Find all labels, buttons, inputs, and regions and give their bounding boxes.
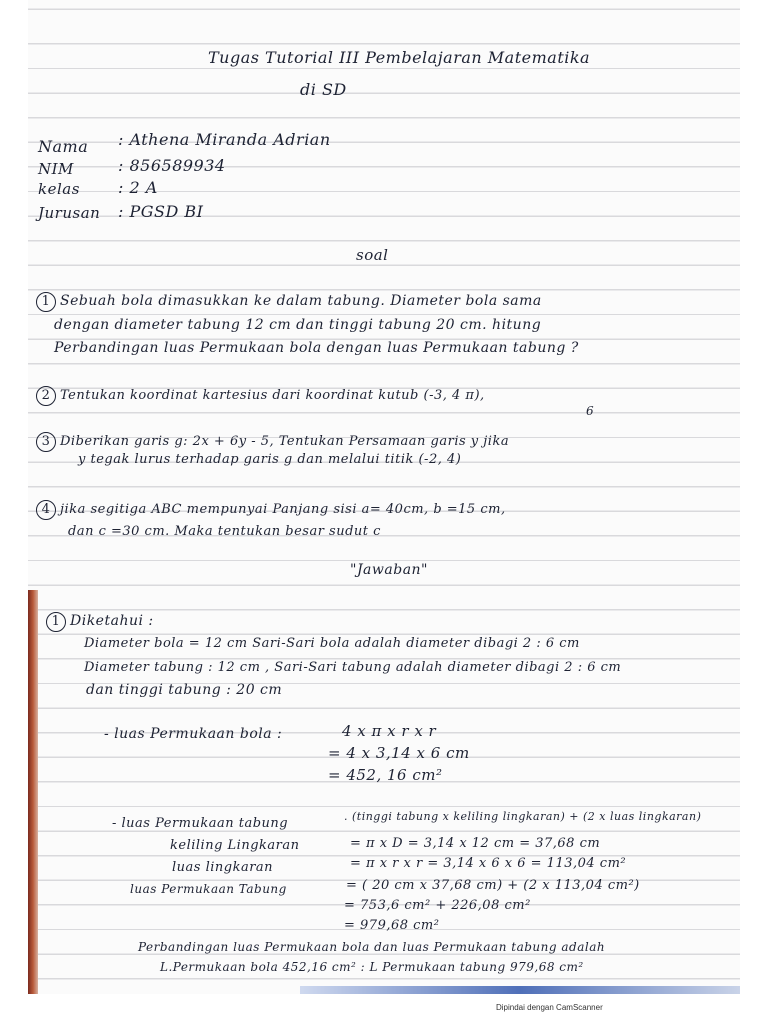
lp-tabung-step-2: = 753,6 cm² + 226,08 cm² (344, 898, 531, 913)
conclusion-line-2: L.Permukaan bola 452,16 cm² : L Permukaan tabung 979,68 cm² (160, 960, 584, 974)
question-1-line-3: Perbandingan luas Permukaan bola dengan luas Permukaan tabung ? (54, 340, 579, 356)
given-line-2: Diameter tabung : 12 cm , Sari-Sari tabung adalah diameter dibagi 2 : 6 cm (84, 660, 622, 675)
given-line-3: dan tinggi tabung : 20 cm (86, 682, 283, 698)
question-2-line-1: 2 Tentukan koordinat kartesius dari koordinat kutub (-3, 4 π), (36, 386, 485, 406)
lp-bola-label: - luas Permukaan bola : (104, 726, 283, 742)
jurusan-value: : PGSD BI (118, 202, 204, 221)
question-number: 1 (36, 292, 56, 312)
question-1-line-1: 1 Sebuah bola dimasukkan ke dalam tabung. Diameter bola sama (36, 292, 542, 312)
luas-lingkaran-label: luas lingkaran (172, 860, 274, 875)
name-label: Nama (38, 137, 89, 156)
given-line-1: Diameter bola = 12 cm Sari-Sari bola adalah diameter dibagi 2 : 6 cm (84, 636, 580, 651)
jawaban-heading: "Jawaban" (350, 562, 428, 578)
ruler-strip (28, 590, 38, 994)
keliling-label: keliling Lingkaran (170, 838, 300, 853)
luas-lingkaran-value: = π x r x r = 3,14 x 6 x 6 = 113,04 cm² (350, 856, 627, 871)
question-2-denominator: 6 (586, 404, 595, 418)
lp-tabung-step-3: = 979,68 cm² (344, 918, 440, 933)
nim-value: : 856589934 (118, 156, 226, 175)
question-4-line-2: dan c =30 cm. Maka tentukan besar sudut c (68, 524, 381, 539)
answer-diketahui: 1 Diketahui : (46, 612, 154, 632)
kelas-value: : 2 A (118, 178, 158, 197)
title-line-2: di SD (300, 80, 347, 99)
page-bottom-edge (300, 986, 740, 994)
keliling-value: = π x D = 3,14 x 12 cm = 37,68 cm (350, 836, 601, 851)
name-value: : Athena Miranda Adrian (118, 130, 331, 149)
soal-heading: soal (356, 246, 389, 264)
question-3-line-2: y tegak lurus terhadap garis g dan melalui titik (-2, 4) (78, 452, 462, 467)
lp-tabung-total-label: luas Permukaan Tabung (130, 882, 287, 896)
lp-bola-step-2: = 4 x 3,14 x 6 cm (328, 744, 470, 762)
question-number: 4 (36, 500, 56, 520)
question-3-line-1: 3 Diberikan garis g: 2x + 6y - 5, Tentukan Persamaan garis y jika (36, 432, 509, 452)
jurusan-label: Jurusan (38, 204, 101, 222)
kelas-label: kelas (38, 180, 80, 198)
title-line-1: Tugas Tutorial III Pembelajaran Matematika (208, 48, 591, 67)
lp-tabung-step-1: = ( 20 cm x 37,68 cm) + (2 x 113,04 cm²) (346, 878, 640, 893)
question-number: 2 (36, 386, 56, 406)
scanner-footer: Dipindai dengan CamScanner (496, 1003, 603, 1012)
question-1-line-2: dengan diameter tabung 12 cm dan tinggi tabung 20 cm. hitung (54, 317, 542, 333)
answer-number: 1 (46, 612, 66, 632)
nim-label: NIM (38, 160, 74, 178)
lp-bola-step-3: = 452, 16 cm² (328, 766, 443, 784)
question-number: 3 (36, 432, 56, 452)
question-4-line-1: 4 jika segitiga ABC mempunyai Panjang sisi a= 40cm, b =15 cm, (36, 500, 506, 520)
lp-tabung-label: - luas Permukaan tabung (112, 816, 289, 831)
lp-tabung-formula: . (tinggi tabung x keliling lingkaran) + (2 x luas lingkaran) (344, 810, 702, 823)
lp-bola-step-1: 4 x π x r x r (342, 722, 437, 740)
conclusion-line-1: Perbandingan luas Permukaan bola dan luas Permukaan tabung adalah (138, 940, 606, 954)
